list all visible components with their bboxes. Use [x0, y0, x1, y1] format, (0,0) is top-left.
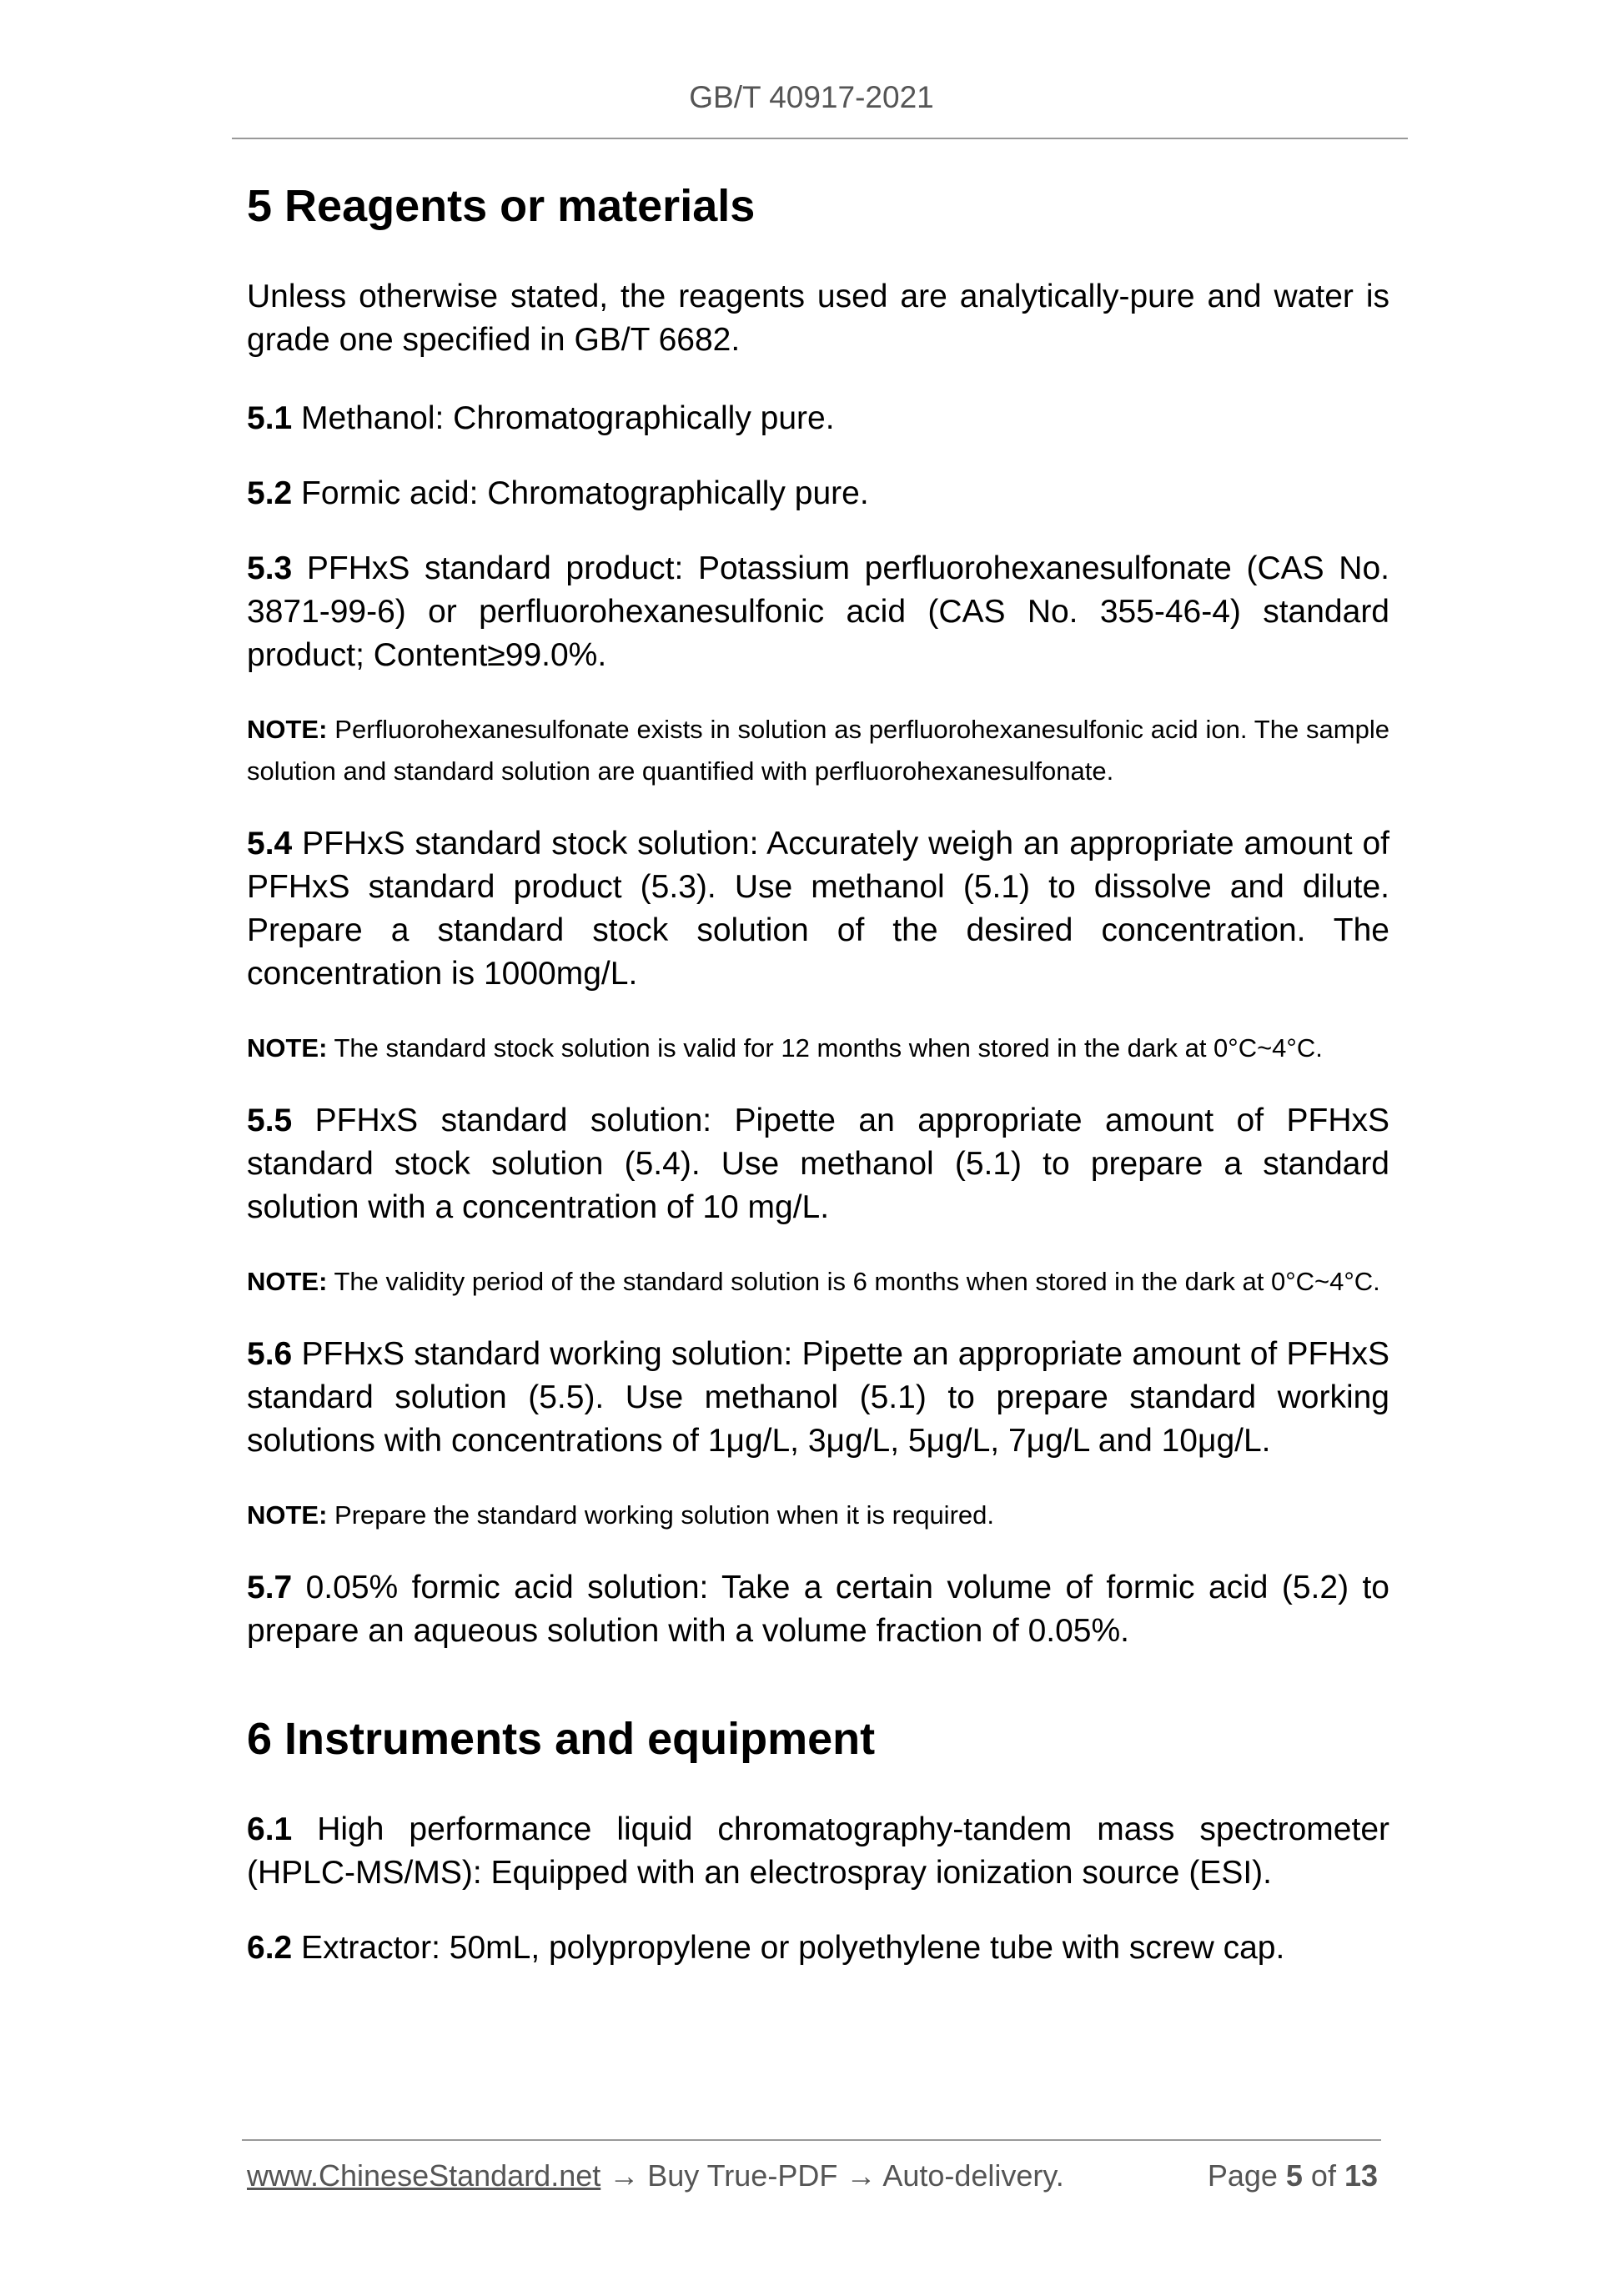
note-text: The validity period of the standard solution is 6 months when stored in the dark at 0°C~4°C.	[327, 1267, 1380, 1297]
clause-5-4	[247, 822, 1389, 996]
footer-divider	[242, 2139, 1381, 2141]
footer-tagline: → Buy True-PDF → Auto-delivery.	[600, 2158, 1064, 2193]
page-number: 5	[1285, 2158, 1303, 2193]
clause-text: PFHxS standard solution: Pipette an appropriate amount of PFHxS standard stock solution (5.4). Use methanol (5.1) to prepare a standard solution with a concentration of 10 mg/L.	[247, 1103, 1389, 1226]
clause-6-2	[247, 1927, 1389, 1970]
note-label: NOTE:	[247, 1033, 328, 1063]
clause-number: 6.1	[247, 1811, 293, 1848]
clause-number: 5.6	[247, 1336, 293, 1373]
clause-text: High performance liquid chromatography-tandem mass spectrometer (HPLC-MS/MS): Equipped with an electrospray ionization source (ESI).	[247, 1811, 1389, 1892]
clause-number: 5.7	[247, 1570, 293, 1606]
note-5-6	[247, 1495, 1389, 1536]
section-5-intro: Unless otherwise stated, the reagents used are analytically-pure and water is grade one specified in GB/T 6682.	[247, 279, 1389, 359]
note-text: Prepare the standard working solution when it is required.	[327, 1500, 994, 1530]
clause-text: Formic acid: Chromatographically pure.	[292, 475, 869, 512]
note-label: NOTE:	[247, 715, 328, 745]
clause-text: Extractor: 50mL, polypropylene or polyethylene tube with screw cap.	[292, 1930, 1285, 1967]
note-label: NOTE:	[247, 1267, 328, 1297]
clause-5-3	[247, 547, 1389, 677]
clause-text: 0.05% formic acid solution: Take a certain volume of formic acid (5.2) to prepare an aqueous solution with a volume fraction of 0.05%.	[247, 1570, 1389, 1650]
note-label: NOTE:	[247, 1500, 328, 1530]
of-word: of	[1302, 2158, 1344, 2193]
section-5-heading: 5 Reagents or materials	[247, 181, 756, 231]
clause-5-6	[247, 1333, 1389, 1463]
document-code-header: GB/T 40917-2021	[689, 80, 934, 114]
clause-5-2	[247, 472, 1389, 515]
header-divider	[232, 138, 1408, 139]
clause-text: PFHxS standard product: Potassium perfluorohexanesulfonate (CAS No. 3871-99-6) or perfluorohexanesulfonic acid (CAS No. 355-46-4) standard product; Content≥99.0%.	[247, 550, 1389, 674]
clause-text: PFHxS standard stock solution: Accurately weigh an appropriate amount of PFHxS standard product (5.3). Use methanol (5.1) to dissolve and dilute. Prepare a standard stock solution of the desired concentration. The concentration is 1000mg/L.	[247, 826, 1389, 992]
clause-5-7	[247, 1566, 1389, 1653]
page-content	[247, 177, 1389, 1970]
clause-6-1	[247, 1808, 1389, 1895]
clause-text: PFHxS standard working solution: Pipette an appropriate amount of PFHxS standard solution (5.5). Use methanol (5.1) to prepare standard working solutions with concentrations of 1μg/L, 3μg/L, 5μg/L, 7μg/L and 10μg/L.	[247, 1336, 1389, 1459]
website-link[interactable]: www.ChineseStandard.net	[247, 2158, 601, 2193]
page-word: Page	[1207, 2158, 1286, 2193]
clause-number: 5.5	[247, 1103, 293, 1139]
note-text: Perfluorohexanesulfonate exists in solution as perfluorohexanesulfonic acid ion. The sample solution and standard solution are quantified with perfluorohexanesulfonate.	[247, 715, 1389, 786]
clause-5-1	[247, 397, 1389, 440]
clause-number: 5.1	[247, 400, 293, 437]
clause-5-5	[247, 1099, 1389, 1229]
footer-promo	[247, 2158, 1064, 2193]
clause-number: 5.3	[247, 550, 293, 587]
note-text: The standard stock solution is valid for 12 months when stored in the dark at 0°C~4°C.	[327, 1033, 1323, 1063]
clause-number: 6.2	[247, 1930, 293, 1967]
note-5-4	[247, 1027, 1389, 1069]
section-6-heading: 6 Instruments and equipment	[247, 1714, 876, 1765]
page-indicator	[1208, 2158, 1378, 2193]
note-5-3	[247, 709, 1389, 792]
page-total: 13	[1344, 2158, 1378, 2193]
clause-number: 5.2	[247, 475, 293, 512]
note-5-5	[247, 1261, 1389, 1303]
clause-text: Methanol: Chromatographically pure.	[292, 400, 835, 437]
clause-number: 5.4	[247, 826, 293, 862]
